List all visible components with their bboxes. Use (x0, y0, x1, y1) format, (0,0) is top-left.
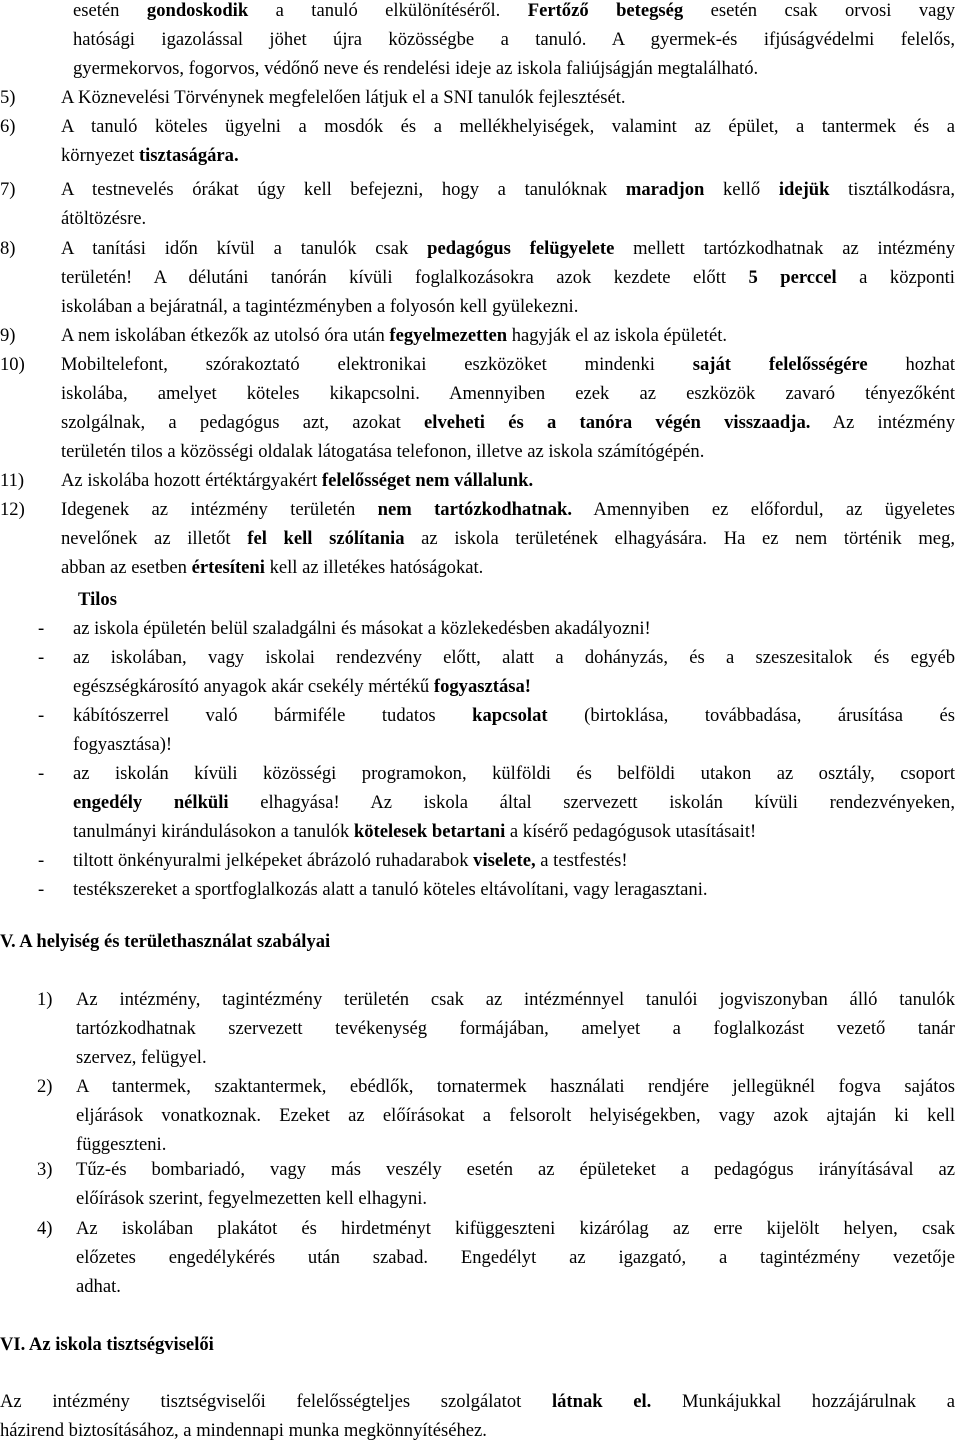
rule-item-11 (0, 466, 960, 495)
tilos-item (0, 875, 960, 904)
text-run: A tanítási időn kívül a tanulók csak (61, 238, 428, 259)
text-run: (birtoklása, továbbadása, árusítása és (547, 705, 955, 726)
text-line (73, 759, 955, 788)
bold-text: kapcsolat (472, 705, 548, 726)
text-line (73, 875, 955, 904)
text-run: függeszteni. (76, 1134, 167, 1155)
bold-text: tisztaságára. (138, 145, 239, 166)
list-number: - (38, 705, 45, 726)
text-run: A testnevelés órákat úgy kell befejezni, hogy a tanulóknak (61, 179, 626, 200)
text-run: az iskola területének elhagyására. Ha ez nem történik meg, (404, 528, 956, 549)
bold-text: saját felelősségére (692, 354, 868, 375)
text-run: Az iskolában plakátot és hirdetményt kifüggeszteni kizárólag az erre kijelölt helyen, csak (76, 1218, 955, 1239)
text-run: esetén csak orvosi vagy (683, 0, 956, 21)
rule-item-5 (0, 83, 960, 112)
bold-text: Fertőző betegség (527, 0, 684, 21)
text-line (61, 408, 955, 437)
text-line (61, 466, 955, 495)
list-number: 11) (0, 470, 25, 491)
list-number: - (38, 879, 45, 900)
list-number: - (38, 763, 45, 784)
text-run: tartózkodhatnak szervezett tevékenység formájában, amelyet a foglalkozást vezető tanár (76, 1018, 955, 1039)
text-line (76, 1214, 955, 1243)
text-run: Az intézmény tisztségviselői felelősségteljes szolgálatot (0, 1391, 552, 1412)
text-run: környezet (61, 145, 139, 166)
list-item-text (61, 466, 955, 495)
list-number: 3) (37, 1159, 53, 1180)
tilos-item (0, 643, 960, 701)
rule-item-6 (0, 112, 960, 170)
text-run: Az intézmény (810, 412, 955, 433)
bold-text: fel kell szólítania (247, 528, 405, 549)
section-v-heading: V. A helyiség és területhasználat szabályai (0, 931, 331, 952)
list-number: 5) (0, 87, 16, 108)
text-line (73, 788, 955, 817)
text-line (76, 1272, 955, 1301)
text-line (61, 83, 955, 112)
bold-text: nem tartózkodhatnak. (377, 499, 573, 520)
list-number: 12) (0, 499, 25, 520)
list-item-text (73, 759, 955, 846)
bold-text: fegyelmezetten (389, 325, 508, 346)
section-v-item (0, 1155, 960, 1213)
section-v-item (0, 1214, 960, 1301)
text-line (76, 1043, 955, 1072)
list-item-text (61, 234, 955, 321)
text-run: A tantermek, szaktantermek, ebédlők, tornatermek használati rendjére jellegüknél fogva sajátos (76, 1076, 955, 1097)
text-run: a központi (836, 267, 955, 288)
rule-item-8 (0, 234, 960, 321)
rule-item-12 (0, 495, 960, 582)
list-item-text (76, 1072, 955, 1159)
list-item-text (73, 614, 955, 643)
continued-paragraph (73, 0, 955, 83)
list-number: 8) (0, 238, 16, 259)
text-run: a kísérő pedagógusok utasításait! (505, 821, 757, 842)
text-run: kellő (704, 179, 779, 200)
text-line (0, 1387, 955, 1416)
text-run: területén tilos a közösségi oldalak látogatása telefonon, illetve az iskola számítógépén. (61, 441, 705, 462)
text-line (61, 524, 955, 553)
text-line (73, 25, 955, 54)
rule-item-9 (0, 321, 960, 350)
text-line (61, 112, 955, 141)
text-run: testékszereket a sportfoglalkozás alatt a tanuló köteles eltávolítani, vagy leragasztani. (73, 879, 708, 900)
list-item-text (61, 83, 955, 112)
text-line (73, 643, 955, 672)
bold-text: kötelesek betartani (353, 821, 506, 842)
text-line (73, 846, 955, 875)
text-run: nevelőnek az illetőt (61, 528, 248, 549)
list-item-text (61, 321, 955, 350)
text-run: szervez, felügyel. (76, 1047, 207, 1068)
bold-text: engedély nélküli (73, 792, 229, 813)
text-line (73, 701, 955, 730)
tilos-heading: Tilos (78, 589, 117, 610)
list-item-text (76, 985, 955, 1072)
text-line (76, 1243, 955, 1272)
list-item-text (73, 701, 955, 759)
list-number: - (38, 647, 45, 668)
list-item-text (61, 350, 955, 466)
section-v-item (0, 1072, 960, 1159)
text-run: gyermekorvos, fogorvos, védőnő neve és rendelési ideje az iskola faliújságján megtalálható. (73, 58, 759, 79)
list-item-text (73, 846, 955, 875)
text-run: Munkájukkal hozzájárulnak a (651, 1391, 956, 1412)
list-number: 10) (0, 354, 25, 375)
text-line (76, 1184, 955, 1213)
text-run: átöltözésre. (61, 208, 147, 229)
text-run: kábítószerrel való bármiféle tudatos (73, 705, 473, 726)
list-item-text (73, 643, 955, 701)
list-number: 4) (37, 1218, 53, 1239)
text-run: Az iskolába hozott értéktárgyakért (61, 470, 322, 491)
tilos-item (0, 701, 960, 759)
text-line (61, 350, 955, 379)
text-run: hozhat (867, 354, 956, 375)
text-run: hatósági igazolással jöhet újra közösségbe a tanuló. A gyermek-és ifjúságvédelmi felelős, (73, 29, 955, 50)
list-number: 6) (0, 116, 16, 137)
bold-text: értesíteni (191, 557, 265, 578)
list-number: 2) (37, 1076, 53, 1097)
text-line (61, 175, 955, 204)
text-line (61, 321, 955, 350)
rule-item-7 (0, 175, 960, 233)
list-item-text (76, 1214, 955, 1301)
section-v-item (0, 985, 960, 1072)
text-run: Az intézmény, tagintézmény területén csak az intézménnyel tanulói jogviszonyban álló tanulók (76, 989, 955, 1010)
text-run: abban az esetben (61, 557, 192, 578)
list-number: - (38, 850, 45, 871)
list-number: 1) (37, 989, 53, 1010)
text-line (61, 263, 955, 292)
text-run: Tűz-és bombariadó, vagy más veszély esetén az épületeket a pedagógus irányításával az (76, 1159, 955, 1180)
text-run: kell az illetékes hatóságokat. (264, 557, 484, 578)
tilos-item (0, 759, 960, 846)
bold-text: elveheti és a tanóra végén visszaadja. (424, 412, 811, 433)
text-line (61, 437, 955, 466)
text-run: tiltott önkényuralmi jelképeket ábrázoló ruhadarabok (73, 850, 474, 871)
text-line (73, 54, 955, 83)
text-run: fogyasztása)! (73, 734, 173, 755)
text-run: Amennyiben ez előfordul, az ügyeletes (572, 499, 955, 520)
text-run: tanulmányi kirándulásokon a tanulók (73, 821, 354, 842)
text-line (73, 672, 955, 701)
text-run: a testfestés! (535, 850, 628, 871)
section-vi-heading: VI. Az iskola tisztségviselői (0, 1334, 214, 1355)
bold-text: maradjon (625, 179, 705, 200)
list-number: 9) (0, 325, 16, 346)
text-line (61, 292, 955, 321)
text-run: A Köznevelési Törvénynek megfelelően látjuk el a SNI tanulók fejlesztését. (61, 87, 626, 108)
list-item-text (61, 495, 955, 582)
section-vi-paragraph (0, 1387, 955, 1445)
text-run: házirend biztosításához, a mindennapi munka megkönnyítéséhez. (0, 1420, 487, 1441)
list-number: - (38, 618, 45, 639)
bold-text: gondoskodik (146, 0, 249, 21)
text-run: a tanuló elkülönítéséről. (248, 0, 528, 21)
text-line (73, 730, 955, 759)
text-run: tisztálkodásra, (829, 179, 955, 200)
text-line (61, 204, 955, 233)
text-run: iskolába, amelyet köteles kikapcsolni. Amennyiben ezek az eszközök zavaró tényezőként (61, 383, 955, 404)
bold-text: viselete, (473, 850, 536, 871)
tilos-item (0, 846, 960, 875)
text-line (76, 1155, 955, 1184)
text-line (76, 1101, 955, 1130)
list-number: 7) (0, 179, 16, 200)
text-run: az iskolában, vagy iskolai rendezvény előtt, alatt a dohányzás, és a szeszesitalok és egyéb (73, 647, 955, 668)
text-line (0, 1416, 955, 1445)
text-line (76, 985, 955, 1014)
text-run: eljárások vonatkoznak. Ezeket az előírásokat a felsorolt helyiségekben, vagy azok ajtaján ki kell (76, 1105, 955, 1126)
bold-text: látnak el. (551, 1391, 652, 1412)
text-run: adhat. (76, 1276, 121, 1297)
bold-text: 5 perccel (748, 267, 837, 288)
list-item-text (73, 875, 955, 904)
text-line (61, 379, 955, 408)
text-run: hagyják el az iskola épületét. (507, 325, 728, 346)
text-run: szolgálnak, a pedagógus azt, azokat (61, 412, 425, 433)
text-line (61, 553, 955, 582)
text-run: elhagyása! Az iskola által szervezett iskolán kívüli rendezvényeken, (228, 792, 955, 813)
text-run: A tanuló köteles ügyelni a mosdók és a mellékhelyiségek, valamint az épület, a tantermek és a (61, 116, 955, 137)
text-line (61, 234, 955, 263)
tilos-item (0, 614, 960, 643)
list-item-text (61, 112, 955, 170)
text-line (73, 817, 955, 846)
text-line (76, 1072, 955, 1101)
text-run: az iskola épületén belül szaladgálni és másokat a közlekedésben akadályozni! (73, 618, 651, 639)
text-run: előzetes engedélykérés után szabad. Engedélyt az igazgató, a tagintézmény vezetője (76, 1247, 955, 1268)
text-run: A nem iskolában étkezők az utolsó óra után (61, 325, 390, 346)
list-item-text (76, 1155, 955, 1213)
text-run: területén! A délutáni tanórán kívüli foglalkozásokra azok kezdete előtt (61, 267, 749, 288)
text-line (73, 614, 955, 643)
text-line (61, 141, 955, 170)
text-line (76, 1014, 955, 1043)
list-item-text (61, 175, 955, 233)
text-run: előírások szerint, fegyelmezetten kell elhagyni. (76, 1188, 428, 1209)
text-run: Mobiltelefont, szórakoztató elektronikai eszközöket mindenki (61, 354, 693, 375)
text-run: mellett tartózkodhatnak az intézmény (614, 238, 955, 259)
text-run: Idegenek az intézmény területén (61, 499, 378, 520)
text-run: az iskolán kívüli közösségi programokon, külföldi és belföldi utakon az osztály, csoport (73, 763, 955, 784)
text-run: iskolában a bejáratnál, a tagintézményben a folyosón kell gyülekezni. (61, 296, 579, 317)
rule-item-10 (0, 350, 960, 466)
bold-text: felelősséget nem vállalunk. (321, 470, 534, 491)
text-run: egészségkárosító anyagok akár csekély mértékű (73, 676, 434, 697)
text-line (61, 495, 955, 524)
text-line (73, 0, 955, 25)
bold-text: fogyasztása! (433, 676, 531, 697)
bold-text: idejük (778, 179, 830, 200)
bold-text: pedagógus felügyelete (427, 238, 615, 259)
text-run: esetén (73, 0, 147, 21)
